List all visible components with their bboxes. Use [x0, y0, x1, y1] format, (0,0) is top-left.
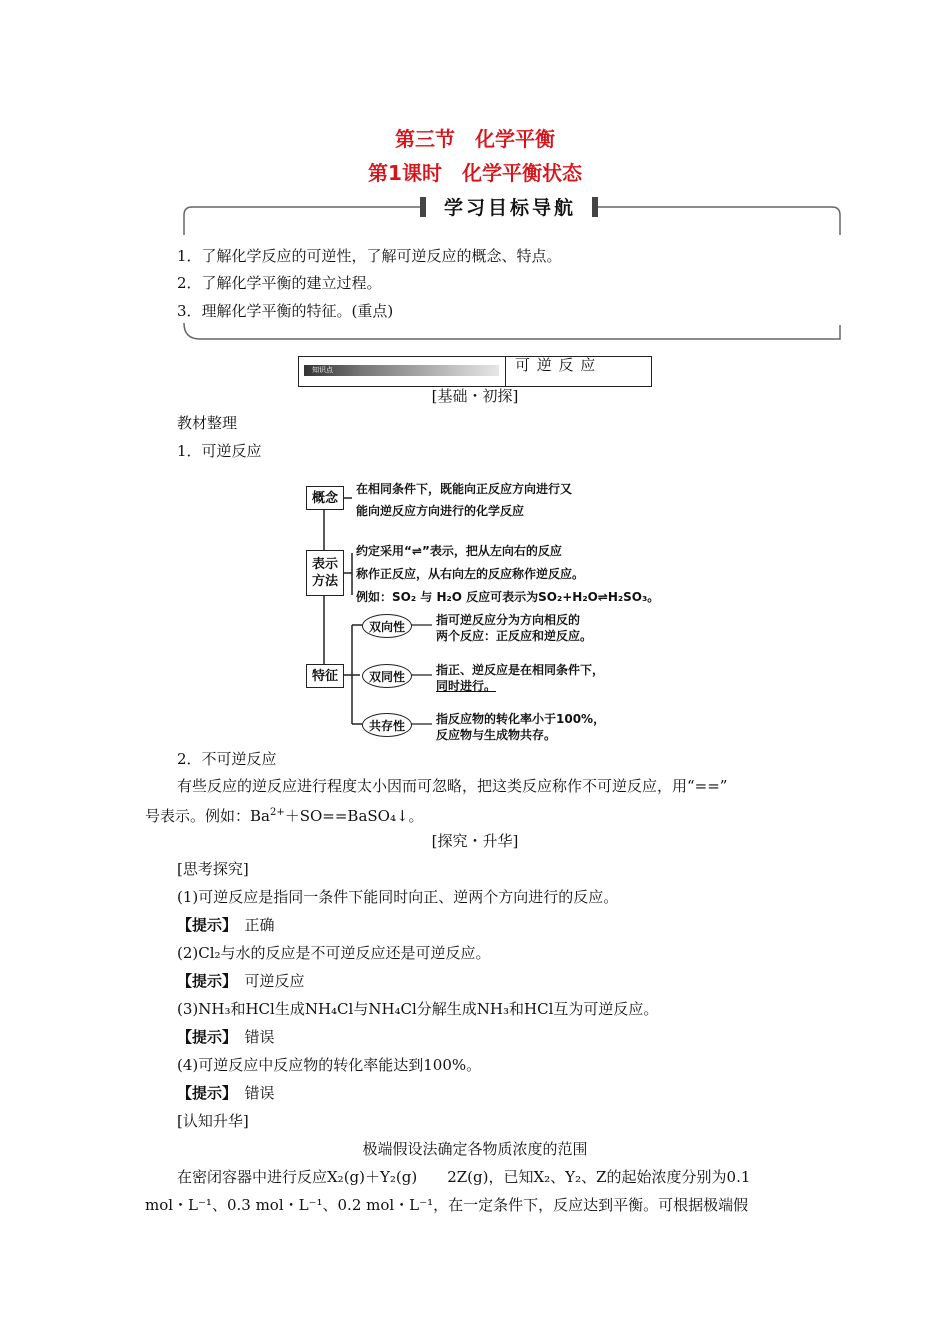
hint-1-tag: 【提示】	[177, 916, 230, 934]
expression-box	[306, 550, 344, 596]
question-4: (4)可逆反应中反应物的转化率能达到100%。	[177, 1056, 482, 1074]
expression-box-line-1: 表示	[311, 557, 338, 572]
irreversible-text-2-suffix: ＋SO==BaSO₄↓。	[284, 807, 424, 825]
hint-2-tag: 【提示】	[177, 972, 230, 990]
question-1: (1)可逆反应是指同一条件下能同时向正、逆两个方向进行的反应。	[177, 888, 619, 906]
simultaneous-oval: 双同性	[362, 664, 412, 688]
banner-divider	[505, 357, 506, 386]
simultaneous-text-2: 同时进行。	[436, 679, 497, 693]
reversible-reaction-diagram	[300, 478, 690, 748]
objective-2: 2．了解化学平衡的建立过程。	[177, 274, 382, 292]
coexist-oval: 共存性	[362, 713, 412, 737]
irreversible-text-2	[145, 803, 424, 826]
lesson-title: 第1课时 化学平衡状态	[368, 161, 582, 185]
concept-box: 概念	[306, 486, 344, 510]
feature-box: 特征	[306, 664, 344, 688]
explore-heading: [探究・升华]	[431, 832, 519, 850]
hint-4-tag: 【提示】	[177, 1084, 230, 1102]
hint-4-answer: 错误	[244, 1084, 275, 1102]
knowledge-point-title: 可 逆 反 应	[515, 356, 597, 374]
think-heading: [思考探究]	[177, 860, 249, 878]
objective-3: 3．理解化学平衡的特征。(重点)	[177, 302, 394, 320]
expression-text-2: 称作正反应，从右向左的反应称作逆反应。	[356, 567, 585, 581]
item1-heading: 1．可逆反应	[177, 442, 262, 460]
knowledge-point-tag: 知识点	[312, 366, 333, 374]
hint-2	[177, 971, 305, 991]
knowledge-point-tag-bar	[304, 365, 499, 376]
question-3: (3)NH₃和HCl生成NH₄Cl与NH₄Cl分解生成NH₃和HCl互为可逆反应。	[177, 1000, 659, 1018]
hint-3-answer: 错误	[244, 1028, 275, 1046]
bidirectional-oval: 双向性	[362, 614, 412, 638]
section-title: 第三节 化学平衡	[395, 127, 555, 151]
subtopic-title: 极端假设法确定各物质浓度的范围	[362, 1140, 588, 1158]
bidirectional-text-1: 指可逆反应分为方向相反的	[436, 613, 581, 627]
simultaneous-text-1: 指正、逆反应是在相同条件下，	[436, 663, 605, 677]
objective-1: 1．了解化学反应的可逆性，了解可逆反应的概念、特点。	[177, 247, 562, 265]
item2-heading: 2．不可逆反应	[177, 750, 277, 768]
concept-text-1: 在相同条件下，既能向正反应方向进行又	[356, 482, 573, 496]
paragraph-line-1: 在密闭容器中进行反应X₂(g)＋Y₂(g) 2Z(g)，已知X₂、Y₂、Z的起始浓度分别为0.1	[177, 1168, 751, 1186]
hint-3	[177, 1027, 275, 1047]
knowledge-point-banner	[298, 356, 652, 387]
irreversible-text-1: 有些反应的逆反应进行程度太小因而可忽略，把这类反应称作不可逆反应，用“==”	[177, 777, 728, 795]
material-heading: 教材整理	[177, 414, 238, 432]
barium-charge: 2+	[269, 807, 285, 818]
objectives-banner: 学习目标导航	[443, 197, 576, 219]
hint-1	[177, 915, 275, 935]
concept-text-2: 能向逆反应方向进行的化学反应	[356, 504, 525, 518]
basics-heading: [基础・初探]	[431, 387, 519, 405]
coexist-text-2: 反应物与生成物共存。	[436, 728, 557, 742]
hint-3-tag: 【提示】	[177, 1028, 230, 1046]
cognition-heading: [认知升华]	[177, 1112, 249, 1130]
hint-4	[177, 1083, 275, 1103]
bidirectional-text-2: 两个反应：正反应和逆反应。	[436, 629, 593, 643]
hint-2-answer: 可逆反应	[244, 972, 305, 990]
question-2: (2)Cl₂与水的反应是不可逆反应还是可逆反应。	[177, 944, 491, 962]
hint-1-answer: 正确	[244, 916, 275, 934]
expression-text-1: 约定采用“⇌”表示，把从左向右的反应	[356, 544, 562, 558]
paragraph-line-2: mol・L⁻¹、0.3 mol・L⁻¹、0.2 mol・L⁻¹，在一定条件下，反应达到平衡。可根据极端假	[145, 1196, 749, 1214]
irreversible-text-2-prefix: 号表示。例如：Ba	[145, 807, 270, 825]
expression-box-line-2: 方法	[311, 574, 338, 589]
expression-text-3: 例如：SO₂ 与 H₂O 反应可表示为SO₂+H₂O⇌H₂SO₃。	[356, 590, 660, 604]
coexist-text-1: 指反应物的转化率小于100%，	[436, 712, 606, 726]
